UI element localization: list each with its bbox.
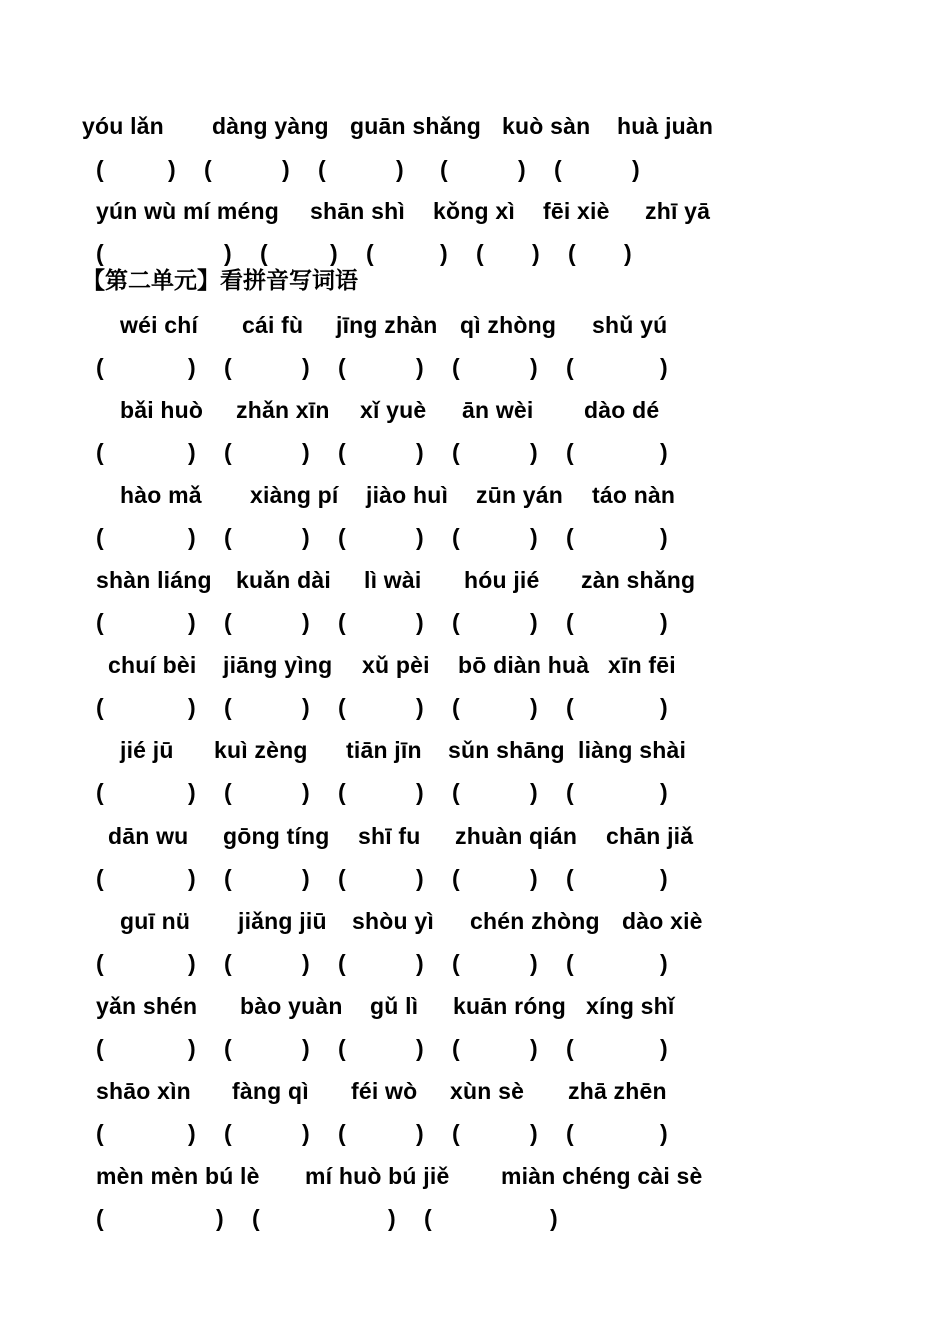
pinyin-word: fàng qì <box>232 1078 309 1104</box>
answer-row <box>0 437 950 477</box>
answer-open-paren: ( <box>452 609 460 635</box>
pinyin-word: zhī yā <box>645 198 711 224</box>
section-heading-unit-two: 【第二单元】看拼音写词语 <box>82 267 358 294</box>
answer-open-paren: ( <box>566 1035 574 1061</box>
answer-open-paren: ( <box>566 950 574 976</box>
pinyin-word: shǔ yú <box>592 312 668 338</box>
pinyin-word: lì wài <box>364 567 422 593</box>
answer-close-paren: ) <box>188 524 196 550</box>
pinyin-word: dàng yàng <box>212 113 329 139</box>
answer-open-paren: ( <box>424 1205 432 1231</box>
answer-open-paren: ( <box>566 865 574 891</box>
answer-open-paren: ( <box>224 524 232 550</box>
answer-open-paren: ( <box>260 240 268 266</box>
answer-close-paren: ) <box>302 1035 310 1061</box>
pinyin-row <box>0 310 950 350</box>
pinyin-word: hóu jié <box>464 567 540 593</box>
answer-close-paren: ) <box>302 609 310 635</box>
answer-open-paren: ( <box>568 240 576 266</box>
pinyin-row <box>0 735 950 775</box>
pinyin-word: kuān róng <box>453 993 566 1019</box>
answer-close-paren: ) <box>302 779 310 805</box>
answer-open-paren: ( <box>554 156 562 182</box>
pinyin-row <box>0 906 950 946</box>
answer-close-paren: ) <box>530 609 538 635</box>
answer-open-paren: ( <box>566 439 574 465</box>
pinyin-word: sǔn shāng <box>448 737 565 763</box>
pinyin-word: jié jū <box>120 737 174 763</box>
answer-open-paren: ( <box>204 156 212 182</box>
pinyin-word: guān shǎng <box>350 113 482 139</box>
pinyin-word: jīng zhàn <box>336 312 438 338</box>
answer-close-paren: ) <box>188 354 196 380</box>
pinyin-row <box>0 991 950 1031</box>
answer-open-paren: ( <box>338 439 346 465</box>
answer-open-paren: ( <box>96 950 104 976</box>
pinyin-word: mí huò bú jiě <box>305 1163 450 1189</box>
answer-close-paren: ) <box>302 694 310 720</box>
pinyin-word: shān shì <box>310 198 405 224</box>
pinyin-word: xíng shǐ <box>586 993 675 1019</box>
answer-close-paren: ) <box>530 694 538 720</box>
answer-row <box>0 863 950 903</box>
pinyin-word: shī fu <box>358 823 421 849</box>
answer-close-paren: ) <box>188 1035 196 1061</box>
answer-close-paren: ) <box>530 1035 538 1061</box>
answer-open-paren: ( <box>96 439 104 465</box>
answer-open-paren: ( <box>452 439 460 465</box>
pinyin-word: fēi xiè <box>543 198 610 224</box>
answer-close-paren: ) <box>302 865 310 891</box>
answer-open-paren: ( <box>566 609 574 635</box>
pinyin-word: ān wèi <box>462 397 534 423</box>
answer-close-paren: ) <box>518 156 526 182</box>
answer-close-paren: ) <box>660 1120 668 1146</box>
answer-open-paren: ( <box>452 779 460 805</box>
answer-open-paren: ( <box>224 779 232 805</box>
answer-row <box>0 352 950 392</box>
answer-row <box>0 1033 950 1073</box>
answer-row <box>0 607 950 647</box>
pinyin-word: chuí bèi <box>108 652 197 678</box>
pinyin-word: féi wò <box>351 1078 418 1104</box>
answer-close-paren: ) <box>302 439 310 465</box>
answer-close-paren: ) <box>530 865 538 891</box>
pinyin-word: táo nàn <box>592 482 676 508</box>
pinyin-word: gōng tíng <box>223 823 330 849</box>
answer-close-paren: ) <box>302 354 310 380</box>
pinyin-word: kuì zèng <box>214 737 308 763</box>
pinyin-word: liàng shài <box>578 737 687 763</box>
answer-open-paren: ( <box>252 1205 260 1231</box>
pinyin-word: jiào huì <box>366 482 449 508</box>
answer-open-paren: ( <box>452 1035 460 1061</box>
answer-close-paren: ) <box>388 1205 396 1231</box>
pinyin-word: mèn mèn bú lè <box>96 1163 260 1189</box>
answer-open-paren: ( <box>96 240 104 266</box>
pinyin-row <box>0 111 950 151</box>
answer-open-paren: ( <box>96 609 104 635</box>
answer-open-paren: ( <box>566 354 574 380</box>
pinyin-word: zūn yán <box>476 482 564 508</box>
answer-open-paren: ( <box>96 1035 104 1061</box>
answer-open-paren: ( <box>338 694 346 720</box>
answer-close-paren: ) <box>416 865 424 891</box>
answer-close-paren: ) <box>530 1120 538 1146</box>
pinyin-word: shòu yì <box>352 908 434 934</box>
pinyin-word: yǎn shén <box>96 993 198 1019</box>
pinyin-word: xīn fēi <box>608 652 676 678</box>
answer-open-paren: ( <box>452 1120 460 1146</box>
answer-open-paren: ( <box>338 609 346 635</box>
pinyin-word: xǔ pèi <box>362 652 430 678</box>
answer-close-paren: ) <box>168 156 176 182</box>
answer-close-paren: ) <box>660 865 668 891</box>
answer-close-paren: ) <box>660 524 668 550</box>
answer-close-paren: ) <box>530 950 538 976</box>
pinyin-word: bō diàn huà <box>458 652 590 678</box>
answer-close-paren: ) <box>416 1120 424 1146</box>
answer-close-paren: ) <box>416 779 424 805</box>
answer-open-paren: ( <box>452 694 460 720</box>
answer-close-paren: ) <box>302 524 310 550</box>
pinyin-row <box>0 565 950 605</box>
answer-open-paren: ( <box>96 1205 104 1231</box>
pinyin-word: bǎi huò <box>120 397 204 423</box>
answer-open-paren: ( <box>224 865 232 891</box>
answer-open-paren: ( <box>96 354 104 380</box>
answer-close-paren: ) <box>440 240 448 266</box>
answer-row <box>0 1118 950 1158</box>
pinyin-word: bào yuàn <box>240 993 343 1019</box>
pinyin-word: jiāng yìng <box>223 652 333 678</box>
answer-close-paren: ) <box>416 524 424 550</box>
pinyin-word: kuò sàn <box>502 113 591 139</box>
answer-row <box>0 948 950 988</box>
pinyin-word: shàn liáng <box>96 567 212 593</box>
answer-close-paren: ) <box>660 779 668 805</box>
answer-open-paren: ( <box>452 354 460 380</box>
answer-open-paren: ( <box>566 694 574 720</box>
pinyin-word: dào dé <box>584 397 660 423</box>
answer-open-paren: ( <box>338 950 346 976</box>
answer-close-paren: ) <box>660 609 668 635</box>
pinyin-word: wéi chí <box>120 312 199 338</box>
answer-close-paren: ) <box>624 240 632 266</box>
answer-open-paren: ( <box>96 865 104 891</box>
answer-open-paren: ( <box>338 354 346 380</box>
answer-open-paren: ( <box>338 524 346 550</box>
answer-open-paren: ( <box>224 1035 232 1061</box>
answer-row <box>0 154 950 194</box>
answer-row <box>0 777 950 817</box>
pinyin-row <box>0 395 950 435</box>
answer-open-paren: ( <box>338 865 346 891</box>
answer-open-paren: ( <box>96 156 104 182</box>
pinyin-word: zhuàn qián <box>455 823 578 849</box>
answer-open-paren: ( <box>452 865 460 891</box>
answer-open-paren: ( <box>318 156 326 182</box>
answer-close-paren: ) <box>396 156 404 182</box>
answer-close-paren: ) <box>660 694 668 720</box>
answer-close-paren: ) <box>530 354 538 380</box>
pinyin-word: gǔ lì <box>370 993 419 1019</box>
answer-close-paren: ) <box>188 694 196 720</box>
answer-close-paren: ) <box>330 240 338 266</box>
answer-close-paren: ) <box>416 1035 424 1061</box>
answer-close-paren: ) <box>188 439 196 465</box>
pinyin-word: chān jiǎ <box>606 823 694 849</box>
answer-row <box>0 522 950 562</box>
answer-open-paren: ( <box>96 524 104 550</box>
answer-open-paren: ( <box>452 524 460 550</box>
answer-close-paren: ) <box>224 240 232 266</box>
pinyin-word: shāo xìn <box>96 1078 191 1104</box>
answer-close-paren: ) <box>416 950 424 976</box>
pinyin-word: xùn sè <box>450 1078 525 1104</box>
pinyin-row <box>0 1076 950 1116</box>
pinyin-word: zhā zhēn <box>568 1078 667 1104</box>
answer-close-paren: ) <box>416 609 424 635</box>
answer-open-paren: ( <box>476 240 484 266</box>
pinyin-word: miàn chéng cài sè <box>501 1163 703 1189</box>
pinyin-word: hào mǎ <box>120 482 202 508</box>
pinyin-row <box>0 1161 950 1201</box>
answer-open-paren: ( <box>96 694 104 720</box>
pinyin-word: guī nü <box>120 908 191 934</box>
answer-close-paren: ) <box>188 1120 196 1146</box>
pinyin-word: xǐ yuè <box>360 397 427 423</box>
pinyin-word: chén zhòng <box>470 908 600 934</box>
answer-close-paren: ) <box>416 354 424 380</box>
answer-open-paren: ( <box>224 1120 232 1146</box>
answer-close-paren: ) <box>188 609 196 635</box>
pinyin-word: huà juàn <box>617 113 714 139</box>
pinyin-word: zàn shǎng <box>581 567 696 593</box>
answer-open-paren: ( <box>452 950 460 976</box>
answer-close-paren: ) <box>282 156 290 182</box>
answer-open-paren: ( <box>566 1120 574 1146</box>
answer-open-paren: ( <box>224 609 232 635</box>
pinyin-word: yóu lǎn <box>82 113 164 139</box>
answer-open-paren: ( <box>338 1120 346 1146</box>
answer-close-paren: ) <box>416 439 424 465</box>
answer-open-paren: ( <box>566 524 574 550</box>
answer-open-paren: ( <box>224 694 232 720</box>
pinyin-word: dào xiè <box>622 908 703 934</box>
answer-row <box>0 692 950 732</box>
answer-close-paren: ) <box>530 439 538 465</box>
pinyin-word: yún wù mí méng <box>96 198 279 224</box>
answer-close-paren: ) <box>416 694 424 720</box>
answer-open-paren: ( <box>338 1035 346 1061</box>
answer-close-paren: ) <box>530 524 538 550</box>
answer-open-paren: ( <box>96 779 104 805</box>
pinyin-word: xiàng pí <box>250 482 339 508</box>
answer-close-paren: ) <box>632 156 640 182</box>
answer-close-paren: ) <box>188 950 196 976</box>
answer-close-paren: ) <box>660 439 668 465</box>
pinyin-row <box>0 821 950 861</box>
pinyin-word: cái fù <box>242 312 304 338</box>
answer-close-paren: ) <box>530 779 538 805</box>
answer-close-paren: ) <box>660 354 668 380</box>
pinyin-row <box>0 480 950 520</box>
answer-row <box>0 1203 950 1243</box>
pinyin-row <box>0 650 950 690</box>
pinyin-word: zhǎn xīn <box>236 397 330 423</box>
answer-close-paren: ) <box>532 240 540 266</box>
pinyin-row <box>0 196 950 236</box>
answer-close-paren: ) <box>302 1120 310 1146</box>
answer-close-paren: ) <box>216 1205 224 1231</box>
answer-close-paren: ) <box>188 779 196 805</box>
answer-close-paren: ) <box>302 950 310 976</box>
answer-close-paren: ) <box>660 950 668 976</box>
pinyin-word: qì zhòng <box>460 312 557 338</box>
answer-open-paren: ( <box>566 779 574 805</box>
pinyin-word: dān wu <box>108 823 189 849</box>
answer-open-paren: ( <box>440 156 448 182</box>
answer-open-paren: ( <box>96 1120 104 1146</box>
answer-open-paren: ( <box>366 240 374 266</box>
answer-close-paren: ) <box>660 1035 668 1061</box>
answer-open-paren: ( <box>224 439 232 465</box>
pinyin-word: tiān jīn <box>346 737 422 763</box>
pinyin-word: kuǎn dài <box>236 567 331 593</box>
answer-close-paren: ) <box>550 1205 558 1231</box>
pinyin-word: kǒng xì <box>433 198 515 224</box>
answer-close-paren: ) <box>188 865 196 891</box>
pinyin-word: jiǎng jiū <box>238 908 327 934</box>
answer-open-paren: ( <box>224 354 232 380</box>
answer-open-paren: ( <box>338 779 346 805</box>
answer-open-paren: ( <box>224 950 232 976</box>
